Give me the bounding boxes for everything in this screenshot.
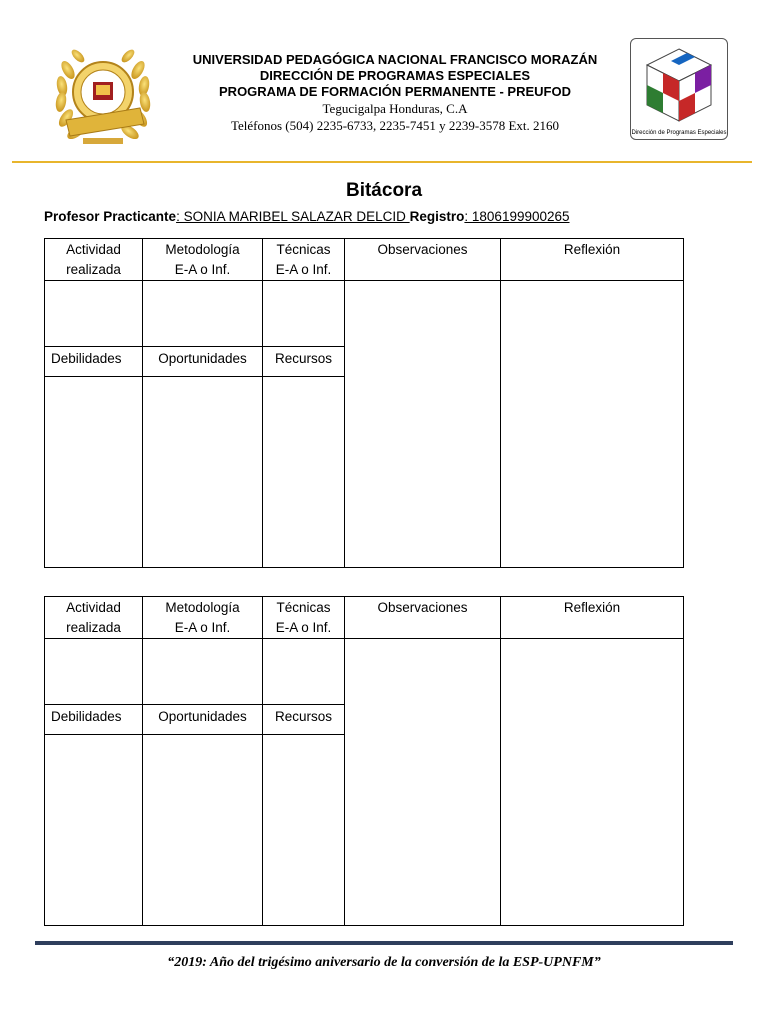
document-title: Bitácora <box>345 180 423 201</box>
header-observations: Observaciones <box>345 239 501 281</box>
meta-line <box>44 209 570 224</box>
header-activity: Actividad realizada <box>45 239 143 281</box>
header-methodology: Metodología E-A o Inf. <box>143 239 263 281</box>
teacher-value: : SONIA MARIBEL SALAZAR DELCID <box>176 209 410 224</box>
footer-navy-rule <box>35 941 733 945</box>
header-activity: Actividad realizada <box>45 597 143 639</box>
cell-weaknesses[interactable] <box>45 377 143 568</box>
subheader-weaknesses: Debilidades <box>45 347 143 377</box>
cell-opportunities[interactable] <box>143 377 263 568</box>
cell-resources[interactable] <box>263 377 345 568</box>
registry-label: Registro <box>409 209 465 224</box>
cell-methodology[interactable] <box>143 281 263 347</box>
program-name: PROGRAMA DE FORMACIÓN PERMANENTE - PREUFOD <box>219 84 571 99</box>
cell-methodology[interactable] <box>143 639 263 705</box>
cell-techniques[interactable] <box>263 281 345 347</box>
phones-line: Teléfonos (504) 2235-6733, 2235-7451 y 2239-3578 Ext. 2160 <box>230 118 560 133</box>
footer-motto: “2019: Año del trigésimo aniversario de la conversión de la ESP-UPNFM” <box>167 955 601 970</box>
cell-reflection[interactable] <box>501 639 684 926</box>
programas-especiales-cube-icon <box>630 38 728 140</box>
cell-observations[interactable] <box>345 639 501 926</box>
cell-opportunities[interactable] <box>143 735 263 926</box>
log-table-2 <box>44 596 684 926</box>
city-line: Tegucigalpa Honduras, C.A <box>322 101 468 116</box>
cell-weaknesses[interactable] <box>45 735 143 926</box>
subheader-opportunities: Oportunidades <box>143 347 263 377</box>
university-seal-laurel-icon <box>48 40 158 154</box>
letterhead <box>0 0 768 170</box>
header-gold-rule <box>12 161 752 163</box>
subheader-resources: Recursos <box>263 347 345 377</box>
direction-name: DIRECCIÓN DE PROGRAMAS ESPECIALES <box>259 68 531 83</box>
header-techniques: Técnicas E-A o Inf. <box>263 597 345 639</box>
subheader-weaknesses: Debilidades <box>45 705 143 735</box>
teacher-label: Profesor Practicante <box>44 209 177 224</box>
registry-value: : 1806199900265 <box>464 209 570 224</box>
university-name: UNIVERSIDAD PEDAGÓGICA NACIONAL FRANCISCO MORAZÁN <box>192 52 598 67</box>
header-techniques: Técnicas E-A o Inf. <box>263 239 345 281</box>
cell-reflection[interactable] <box>501 281 684 568</box>
header-methodology: Metodología E-A o Inf. <box>143 597 263 639</box>
log-table-1 <box>44 238 684 568</box>
cell-techniques[interactable] <box>263 639 345 705</box>
header-reflection: Reflexión <box>501 597 684 639</box>
cell-activity[interactable] <box>45 639 143 705</box>
right-logo-caption: Dirección de Programas Especiales <box>631 130 727 136</box>
cell-activity[interactable] <box>45 281 143 347</box>
header-reflection: Reflexión <box>501 239 684 281</box>
subheader-opportunities: Oportunidades <box>143 705 263 735</box>
cell-resources[interactable] <box>263 735 345 926</box>
cell-observations[interactable] <box>345 281 501 568</box>
header-observations: Observaciones <box>345 597 501 639</box>
subheader-resources: Recursos <box>263 705 345 735</box>
